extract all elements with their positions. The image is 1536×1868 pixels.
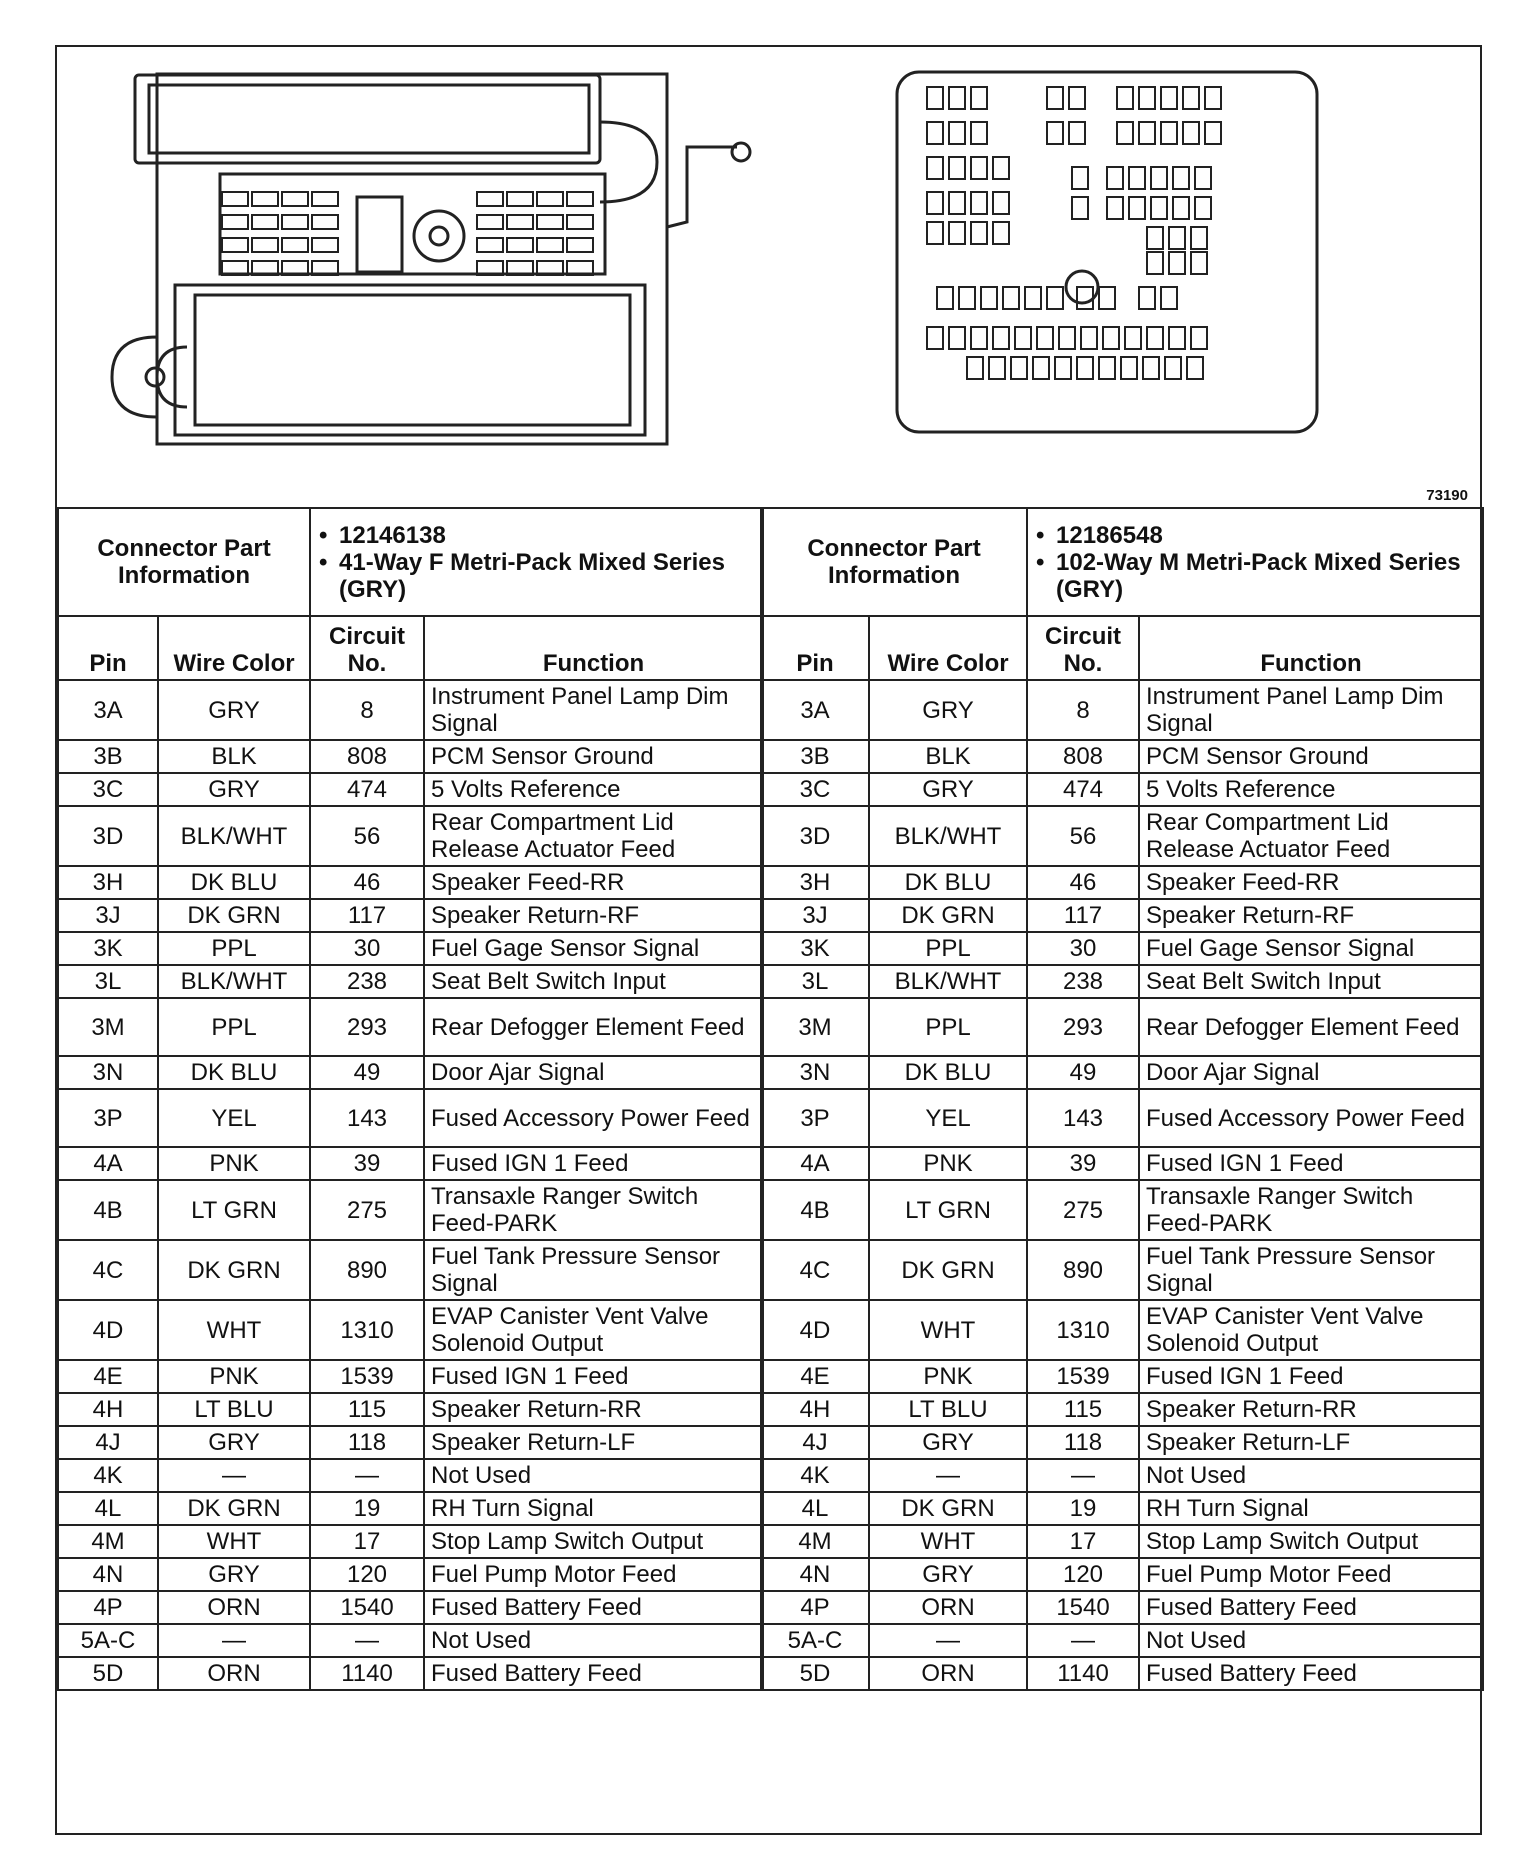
function-cell: Fused IGN 1 Feed — [1139, 1147, 1483, 1180]
function-cell: Not Used — [424, 1624, 763, 1657]
wire-color-cell: — — [869, 1459, 1027, 1492]
pin-cell: 4C — [761, 1240, 869, 1300]
circuit-cell: 143 — [310, 1089, 424, 1147]
circuit-cell: 1140 — [1027, 1657, 1139, 1690]
table-row — [761, 932, 1483, 965]
function-cell: Not Used — [424, 1459, 763, 1492]
pin-cell: 3A — [761, 680, 869, 740]
pin-cell: 3N — [58, 1056, 158, 1089]
function-cell: Fused IGN 1 Feed — [424, 1360, 763, 1393]
pin-cell: 4N — [58, 1558, 158, 1591]
wire-color-cell: DK GRN — [869, 899, 1027, 932]
connector-info — [310, 508, 763, 616]
pin-cell: 4B — [761, 1180, 869, 1240]
function-cell: Speaker Return-RF — [1139, 899, 1483, 932]
pin-cell: 3C — [58, 773, 158, 806]
wire-color-cell: GRY — [869, 773, 1027, 806]
pin-cell: 4L — [58, 1492, 158, 1525]
table-row — [761, 1300, 1483, 1360]
pin-cell: 3H — [58, 866, 158, 899]
table-row — [761, 1426, 1483, 1459]
pin-cell: 3J — [58, 899, 158, 932]
function-cell: Speaker Return-RF — [424, 899, 763, 932]
function-cell: Door Ajar Signal — [424, 1056, 763, 1089]
table-row — [58, 1459, 763, 1492]
wire-color-cell: GRY — [158, 1426, 310, 1459]
circuit-cell: 1140 — [310, 1657, 424, 1690]
wire-color-cell: WHT — [869, 1300, 1027, 1360]
function-cell: EVAP Canister Vent Valve Solenoid Output — [1139, 1300, 1483, 1360]
circuit-cell: 115 — [310, 1393, 424, 1426]
wire-color-header: Wire Color — [158, 616, 310, 680]
circuit-cell: 890 — [1027, 1240, 1139, 1300]
pin-cell: 4M — [761, 1525, 869, 1558]
circuit-cell: 474 — [310, 773, 424, 806]
circuit-cell: 890 — [310, 1240, 424, 1300]
connector-info-label: Connector Part Information — [58, 508, 310, 616]
circuit-cell: 46 — [310, 866, 424, 899]
function-cell: EVAP Canister Vent Valve Solenoid Output — [424, 1300, 763, 1360]
function-cell: Transaxle Ranger Switch Feed-PARK — [424, 1180, 763, 1240]
connector-info — [1027, 508, 1483, 616]
pin-cell: 3B — [761, 740, 869, 773]
table-row — [58, 740, 763, 773]
pin-cell: 3P — [58, 1089, 158, 1147]
circuit-cell: 117 — [1027, 899, 1139, 932]
pinout-table-female — [57, 507, 764, 1691]
pin-cell: 4J — [761, 1426, 869, 1459]
table-row — [58, 1056, 763, 1089]
circuit-cell: 30 — [310, 932, 424, 965]
wire-color-cell: PNK — [869, 1360, 1027, 1393]
table-row — [761, 1591, 1483, 1624]
wire-color-cell: YEL — [158, 1089, 310, 1147]
wire-color-cell: WHT — [158, 1300, 310, 1360]
table-row — [761, 965, 1483, 998]
function-cell: Not Used — [1139, 1624, 1483, 1657]
wire-color-cell: BLK/WHT — [869, 806, 1027, 866]
circuit-cell: 56 — [310, 806, 424, 866]
function-cell: Speaker Return-LF — [424, 1426, 763, 1459]
circuit-header: Circuit No. — [310, 616, 424, 680]
pin-cell: 3K — [761, 932, 869, 965]
circuit-cell: 1539 — [310, 1360, 424, 1393]
wire-color-cell: PPL — [869, 932, 1027, 965]
table-row — [58, 1525, 763, 1558]
pin-cell: 5A-C — [761, 1624, 869, 1657]
function-cell: 5 Volts Reference — [1139, 773, 1483, 806]
function-cell: Fused Battery Feed — [1139, 1591, 1483, 1624]
circuit-cell: — — [1027, 1459, 1139, 1492]
female-connector-drawing — [112, 74, 750, 444]
pin-cell: 3B — [58, 740, 158, 773]
table-row — [761, 740, 1483, 773]
wire-color-cell: PNK — [869, 1147, 1027, 1180]
wire-color-cell: LT GRN — [158, 1180, 310, 1240]
circuit-cell: 120 — [1027, 1558, 1139, 1591]
circuit-cell: 19 — [1027, 1492, 1139, 1525]
pin-cell: 4E — [58, 1360, 158, 1393]
function-cell: Fuel Pump Motor Feed — [1139, 1558, 1483, 1591]
function-cell: Not Used — [1139, 1459, 1483, 1492]
circuit-cell: 293 — [1027, 998, 1139, 1056]
part-number: • 12186548 — [1034, 522, 1476, 549]
circuit-cell: 275 — [1027, 1180, 1139, 1240]
wire-color-cell: PPL — [158, 998, 310, 1056]
circuit-cell: 120 — [310, 1558, 424, 1591]
circuit-cell: — — [310, 1624, 424, 1657]
wire-color-cell: ORN — [158, 1591, 310, 1624]
table-row — [761, 680, 1483, 740]
pin-cell: 3M — [761, 998, 869, 1056]
table-row — [761, 1492, 1483, 1525]
table-row — [58, 1089, 763, 1147]
table-row — [58, 1180, 763, 1240]
function-header: Function — [1139, 616, 1483, 680]
function-cell: Speaker Return-RR — [1139, 1393, 1483, 1426]
circuit-cell: 118 — [1027, 1426, 1139, 1459]
part-number: • 12146138 — [317, 522, 756, 549]
wire-color-cell: GRY — [158, 773, 310, 806]
wire-color-cell: GRY — [158, 680, 310, 740]
function-cell: Fuel Tank Pressure Sensor Signal — [424, 1240, 763, 1300]
circuit-cell: 39 — [1027, 1147, 1139, 1180]
table-row — [761, 866, 1483, 899]
pin-header: Pin — [761, 616, 869, 680]
pinout-rows — [58, 680, 763, 1690]
table-row — [761, 1459, 1483, 1492]
circuit-cell: 39 — [310, 1147, 424, 1180]
wire-color-cell: BLK — [158, 740, 310, 773]
circuit-cell: 1310 — [1027, 1300, 1139, 1360]
function-cell: Fused IGN 1 Feed — [1139, 1360, 1483, 1393]
pin-cell: 4M — [58, 1525, 158, 1558]
wire-color-cell: BLK/WHT — [158, 806, 310, 866]
function-cell: Transaxle Ranger Switch Feed-PARK — [1139, 1180, 1483, 1240]
table-row — [761, 1558, 1483, 1591]
wire-color-cell: GRY — [158, 1558, 310, 1591]
connector-drawings — [57, 47, 1480, 505]
circuit-cell: 8 — [1027, 680, 1139, 740]
function-cell: Fused Battery Feed — [1139, 1657, 1483, 1690]
function-cell: Fused Battery Feed — [424, 1591, 763, 1624]
table-row — [761, 1525, 1483, 1558]
function-cell: Fuel Gage Sensor Signal — [1139, 932, 1483, 965]
table-row — [761, 1624, 1483, 1657]
pin-cell: 4P — [761, 1591, 869, 1624]
wire-color-cell: PPL — [158, 932, 310, 965]
pin-cell: 3L — [58, 965, 158, 998]
table-row — [58, 1147, 763, 1180]
function-cell: Speaker Return-LF — [1139, 1426, 1483, 1459]
male-cavity-grid — [927, 87, 1221, 379]
pin-cell: 3A — [58, 680, 158, 740]
circuit-cell: 293 — [310, 998, 424, 1056]
wire-color-cell: DK BLU — [869, 1056, 1027, 1089]
circuit-cell: 49 — [310, 1056, 424, 1089]
function-cell: Rear Defogger Element Feed — [1139, 998, 1483, 1056]
table-row — [761, 1240, 1483, 1300]
pin-cell: 3C — [761, 773, 869, 806]
connector-description: • 102-Way M Metri-Pack Mixed Series (GRY) — [1034, 549, 1476, 603]
function-cell: Rear Defogger Element Feed — [424, 998, 763, 1056]
function-cell: Stop Lamp Switch Output — [424, 1525, 763, 1558]
pinout-table-male — [760, 507, 1484, 1691]
table-row — [761, 1056, 1483, 1089]
function-cell: PCM Sensor Ground — [424, 740, 763, 773]
table-row — [58, 1393, 763, 1426]
circuit-cell: 117 — [310, 899, 424, 932]
pin-cell: 4D — [761, 1300, 869, 1360]
table-row — [761, 1360, 1483, 1393]
table-row — [58, 1360, 763, 1393]
function-cell: Rear Compartment Lid Release Actuator Feed — [424, 806, 763, 866]
figure-number: 73190 — [1426, 487, 1468, 504]
table-row — [761, 1180, 1483, 1240]
circuit-cell: 115 — [1027, 1393, 1139, 1426]
wire-color-cell: ORN — [869, 1657, 1027, 1690]
function-cell: Fused Battery Feed — [424, 1657, 763, 1690]
table-row — [58, 806, 763, 866]
function-cell: Instrument Panel Lamp Dim Signal — [1139, 680, 1483, 740]
wire-color-cell: ORN — [869, 1591, 1027, 1624]
pin-cell: 4J — [58, 1426, 158, 1459]
pin-cell: 4K — [761, 1459, 869, 1492]
function-cell: Fuel Tank Pressure Sensor Signal — [1139, 1240, 1483, 1300]
pin-cell: 3D — [761, 806, 869, 866]
table-row — [58, 1426, 763, 1459]
function-cell: Seat Belt Switch Input — [424, 965, 763, 998]
function-cell: 5 Volts Reference — [424, 773, 763, 806]
circuit-cell: 56 — [1027, 806, 1139, 866]
pin-cell: 4L — [761, 1492, 869, 1525]
wire-color-cell: BLK/WHT — [158, 965, 310, 998]
pin-cell: 4A — [58, 1147, 158, 1180]
table-row — [761, 1657, 1483, 1690]
pin-cell: 3H — [761, 866, 869, 899]
circuit-cell: — — [1027, 1624, 1139, 1657]
circuit-cell: 8 — [310, 680, 424, 740]
circuit-cell: 17 — [310, 1525, 424, 1558]
wire-color-cell: — — [158, 1624, 310, 1657]
circuit-cell: 474 — [1027, 773, 1139, 806]
wire-color-cell: WHT — [158, 1525, 310, 1558]
wire-color-cell: WHT — [869, 1525, 1027, 1558]
wire-color-cell: — — [869, 1624, 1027, 1657]
function-cell: Fuel Pump Motor Feed — [424, 1558, 763, 1591]
pin-cell: 4N — [761, 1558, 869, 1591]
circuit-cell: 238 — [310, 965, 424, 998]
document-frame — [55, 45, 1482, 1835]
table-row — [58, 1558, 763, 1591]
pin-cell: 4E — [761, 1360, 869, 1393]
circuit-cell: 1540 — [1027, 1591, 1139, 1624]
pin-cell: 5D — [58, 1657, 158, 1690]
table-row — [58, 773, 763, 806]
table-row — [58, 1591, 763, 1624]
pin-cell: 4H — [58, 1393, 158, 1426]
function-cell: Speaker Feed-RR — [1139, 866, 1483, 899]
wire-color-cell: GRY — [869, 680, 1027, 740]
function-cell: Fused IGN 1 Feed — [424, 1147, 763, 1180]
function-cell: Fused Accessory Power Feed — [424, 1089, 763, 1147]
circuit-cell: 1539 — [1027, 1360, 1139, 1393]
wire-color-cell: BLK/WHT — [869, 965, 1027, 998]
connector-info-label: Connector Part Information — [761, 508, 1027, 616]
function-cell: Speaker Return-RR — [424, 1393, 763, 1426]
wire-color-cell: PNK — [158, 1360, 310, 1393]
function-cell: Rear Compartment Lid Release Actuator Feed — [1139, 806, 1483, 866]
wire-color-cell: ORN — [158, 1657, 310, 1690]
mount-hole-left — [146, 368, 164, 386]
wire-color-cell: PNK — [158, 1147, 310, 1180]
table-row — [58, 1657, 763, 1690]
table-row — [58, 1624, 763, 1657]
circuit-header: Circuit No. — [1027, 616, 1139, 680]
table-row — [761, 1089, 1483, 1147]
pin-cell: 4B — [58, 1180, 158, 1240]
table-row — [58, 1492, 763, 1525]
wire-color-cell: LT BLU — [158, 1393, 310, 1426]
function-cell: PCM Sensor Ground — [1139, 740, 1483, 773]
circuit-cell: 49 — [1027, 1056, 1139, 1089]
function-cell: Stop Lamp Switch Output — [1139, 1525, 1483, 1558]
table-row — [761, 806, 1483, 866]
table-row — [58, 1240, 763, 1300]
table-row — [761, 998, 1483, 1056]
pin-cell: 3L — [761, 965, 869, 998]
pin-cell: 4H — [761, 1393, 869, 1426]
pin-cell: 4D — [58, 1300, 158, 1360]
pinout-rows — [761, 680, 1483, 1690]
circuit-cell: 1310 — [310, 1300, 424, 1360]
pin-cell: 3M — [58, 998, 158, 1056]
circuit-cell: 808 — [310, 740, 424, 773]
pin-cell: 3J — [761, 899, 869, 932]
function-cell: Fused Accessory Power Feed — [1139, 1089, 1483, 1147]
wire-color-cell: LT BLU — [869, 1393, 1027, 1426]
wire-color-cell: DK GRN — [158, 1492, 310, 1525]
table-row — [761, 1147, 1483, 1180]
pin-cell: 5A-C — [58, 1624, 158, 1657]
wire-color-cell: DK BLU — [158, 1056, 310, 1089]
table-row — [58, 680, 763, 740]
circuit-cell: 143 — [1027, 1089, 1139, 1147]
circuit-cell: 17 — [1027, 1525, 1139, 1558]
function-cell: Fuel Gage Sensor Signal — [424, 932, 763, 965]
wire-color-cell: DK BLU — [869, 866, 1027, 899]
wire-color-cell: GRY — [869, 1426, 1027, 1459]
circuit-cell: 275 — [310, 1180, 424, 1240]
wire-color-cell: YEL — [869, 1089, 1027, 1147]
table-row — [761, 773, 1483, 806]
table-row — [761, 1393, 1483, 1426]
circuit-cell: 238 — [1027, 965, 1139, 998]
pin-cell: 4C — [58, 1240, 158, 1300]
pin-cell: 3D — [58, 806, 158, 866]
female-cavity-grid — [222, 192, 593, 275]
function-cell: RH Turn Signal — [1139, 1492, 1483, 1525]
connector-description: • 41-Way F Metri-Pack Mixed Series (GRY) — [317, 549, 756, 603]
pin-header: Pin — [58, 616, 158, 680]
function-cell: RH Turn Signal — [424, 1492, 763, 1525]
pin-cell: 3P — [761, 1089, 869, 1147]
pin-cell: 5D — [761, 1657, 869, 1690]
circuit-cell: 808 — [1027, 740, 1139, 773]
table-row — [58, 932, 763, 965]
wire-color-cell: DK GRN — [158, 899, 310, 932]
table-row — [761, 899, 1483, 932]
pin-cell: 3K — [58, 932, 158, 965]
wire-color-cell: BLK — [869, 740, 1027, 773]
table-row — [58, 998, 763, 1056]
wire-color-cell: DK BLU — [158, 866, 310, 899]
pin-cell: 4K — [58, 1459, 158, 1492]
function-cell: Instrument Panel Lamp Dim Signal — [424, 680, 763, 740]
wire-color-cell: DK GRN — [869, 1492, 1027, 1525]
wire-color-cell: GRY — [869, 1558, 1027, 1591]
circuit-cell: 30 — [1027, 932, 1139, 965]
function-cell: Speaker Feed-RR — [424, 866, 763, 899]
circuit-cell: — — [310, 1459, 424, 1492]
table-row — [58, 965, 763, 998]
circuit-cell: 19 — [310, 1492, 424, 1525]
table-row — [58, 866, 763, 899]
wire-color-cell: LT GRN — [869, 1180, 1027, 1240]
pin-cell: 4P — [58, 1591, 158, 1624]
function-header: Function — [424, 616, 763, 680]
pin-cell: 3N — [761, 1056, 869, 1089]
circuit-cell: 1540 — [310, 1591, 424, 1624]
table-row — [58, 1300, 763, 1360]
function-cell: Door Ajar Signal — [1139, 1056, 1483, 1089]
wire-color-cell: DK GRN — [158, 1240, 310, 1300]
wire-color-cell: PPL — [869, 998, 1027, 1056]
wire-color-cell: — — [158, 1459, 310, 1492]
function-cell: Seat Belt Switch Input — [1139, 965, 1483, 998]
table-row — [58, 899, 763, 932]
center-boss — [414, 211, 464, 261]
pin-cell: 4A — [761, 1147, 869, 1180]
wire-color-cell: DK GRN — [869, 1240, 1027, 1300]
wire-color-header: Wire Color — [869, 616, 1027, 680]
circuit-cell: 118 — [310, 1426, 424, 1459]
connector-figure — [57, 47, 1480, 509]
circuit-cell: 46 — [1027, 866, 1139, 899]
